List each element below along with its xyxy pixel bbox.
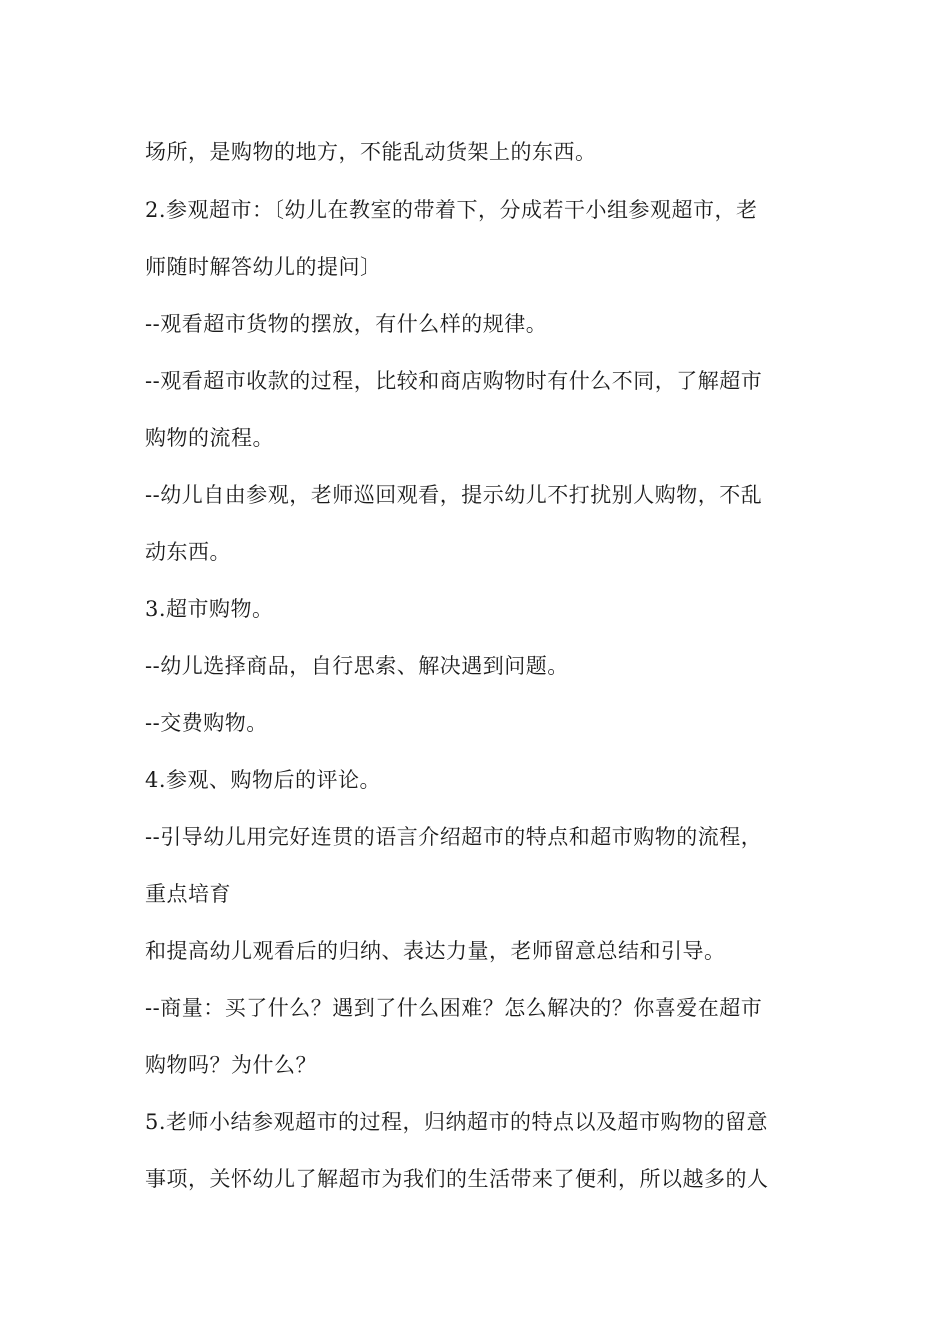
text-line: 2.参观超市：〔幼儿在教室的带着下，分成若干小组参观超市，老 xyxy=(145,198,758,222)
text-line: 师随时解答幼儿的提问〕 xyxy=(145,255,382,279)
text-line: 和提高幼儿观看后的归纳、表达力量，老师留意总结和引导。 xyxy=(145,939,726,963)
text-line: --幼儿自由参观，老师巡回观看，提示幼儿不打扰别人购物，不乱 xyxy=(145,483,763,507)
text-line: --观看超市收款的过程，比较和商店购物时有什么不同，了解超市 xyxy=(145,369,763,393)
text-line: --交费购物。 xyxy=(145,711,268,735)
text-line: 重点培育 xyxy=(145,882,231,906)
text-line: 4.参观、购物后的评论。 xyxy=(145,768,382,792)
text-line: 5.老师小结参观超市的过程，归纳超市的特点以及超市购物的留意 xyxy=(145,1110,769,1134)
text-line: --引导幼儿用完好连贯的语言介绍超市的特点和超市购物的流程， xyxy=(145,825,763,849)
text-line: 场所，是购物的地方，不能乱动货架上的东西。 xyxy=(145,140,597,164)
text-line: 事项，关怀幼儿了解超市为我们的生活带来了便利，所以越多的人 xyxy=(145,1167,769,1191)
text-line: --商量：买了什么？遇到了什么困难？怎么解决的？你喜爱在超市 xyxy=(145,996,763,1020)
text-line: 购物的流程。 xyxy=(145,426,274,450)
text-line: 动东西。 xyxy=(145,540,231,564)
text-line: 3.超市购物。 xyxy=(145,597,274,621)
text-line: --观看超市货物的摆放，有什么样的规律。 xyxy=(145,312,548,336)
text-line: --幼儿选择商品，自行思索、解决遇到问题。 xyxy=(145,654,569,678)
text-line: 购物吗？为什么？ xyxy=(145,1053,317,1077)
